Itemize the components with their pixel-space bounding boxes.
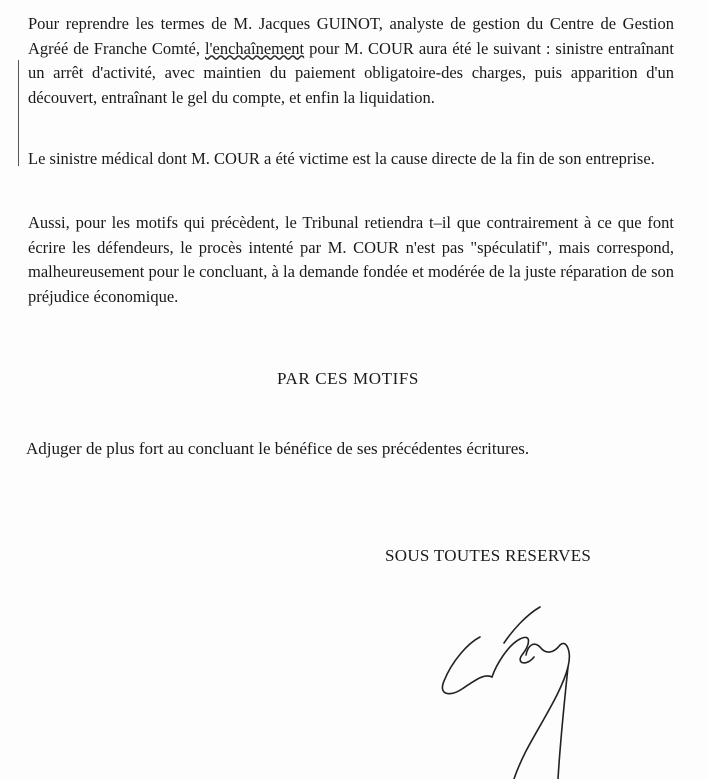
heading-text: PAR CES MOTIFS	[277, 369, 419, 388]
margin-annotation-line	[18, 60, 21, 166]
paragraph-guinot	[28, 12, 674, 110]
section-heading	[0, 369, 708, 389]
conclusion-paragraph: Adjuger de plus fort au concluant le bénéfice de ses précédentes écritures.	[26, 439, 530, 458]
underlined-word-enchainement: l'enchaînement	[204, 38, 305, 58]
p1-line-1: Pour reprendre les termes de M. Jacques GUINOT, analyste de gestion du Centre	[28, 14, 594, 33]
p1-line-2c: pour M. COUR aura été le	[304, 38, 489, 58]
paragraph-motifs: Aussi, pour les motifs qui précèdent, le Tribunal retiendra t–il que contrairement à ce que font écrire les défendeurs, le procès intenté par M. COUR n'est pas "spéculatif", mais correspond, malheureusement pour le concluant, à la demande fondée et modérée de la juste réparation de son préjudice économique.	[28, 213, 674, 306]
p1-line-2a: de Gestion Agréé de Franche Comté,	[28, 14, 674, 58]
p1-line-5: compte, et enfin la liquidation.	[232, 87, 435, 107]
p1-line-4: obligatoire-des charges, puis apparition d'un découvert, entraînant le gel du	[28, 63, 675, 107]
paragraph-sinistre: Le sinistre médical dont M. COUR a été victime est la cause directe de la fin de son entreprise.	[28, 149, 655, 168]
p1-line-3: suivant : sinistre entraînant un arrêt d'activité, avec maintien du paiement	[28, 38, 674, 82]
closing-reserves: SOUS TOUTES RESERVES	[385, 546, 592, 565]
signature-image	[430, 595, 600, 779]
